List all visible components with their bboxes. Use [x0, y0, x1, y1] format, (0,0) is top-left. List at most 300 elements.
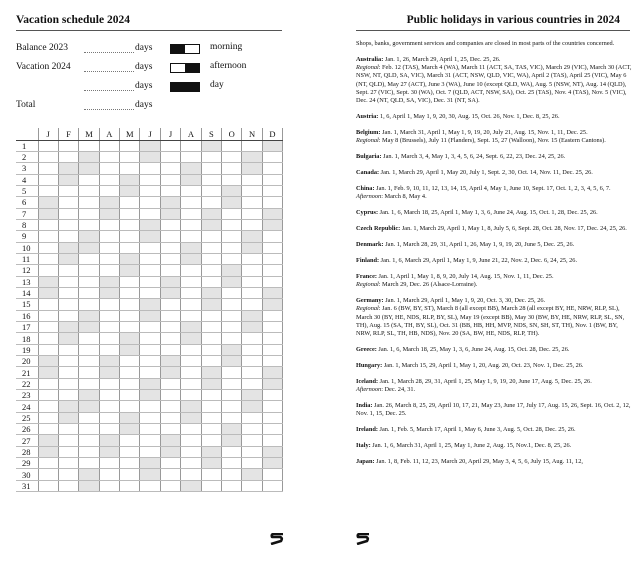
- calendar-cell[interactable]: [160, 446, 180, 457]
- calendar-cell[interactable]: [242, 446, 262, 457]
- calendar-cell[interactable]: [181, 219, 201, 230]
- calendar-cell[interactable]: [262, 265, 282, 276]
- calendar-cell[interactable]: [58, 151, 78, 162]
- calendar-cell[interactable]: [58, 469, 78, 480]
- calendar-cell[interactable]: [181, 310, 201, 321]
- calendar-cell[interactable]: [201, 219, 221, 230]
- calendar-cell[interactable]: [181, 446, 201, 457]
- calendar-cell[interactable]: [201, 253, 221, 264]
- calendar-cell[interactable]: [242, 197, 262, 208]
- calendar-cell[interactable]: [79, 356, 99, 367]
- calendar-cell[interactable]: [160, 333, 180, 344]
- calendar-cell[interactable]: [201, 344, 221, 355]
- calendar-cell[interactable]: [181, 390, 201, 401]
- calendar-cell[interactable]: [201, 322, 221, 333]
- calendar-cell[interactable]: [222, 435, 242, 446]
- calendar-cell[interactable]: [79, 390, 99, 401]
- calendar-cell[interactable]: [222, 310, 242, 321]
- calendar-cell[interactable]: [99, 197, 119, 208]
- calendar-cell[interactable]: [79, 458, 99, 469]
- calendar-cell[interactable]: [262, 458, 282, 469]
- calendar-cell[interactable]: [99, 480, 119, 491]
- calendar-cell[interactable]: [222, 276, 242, 287]
- calendar-cell[interactable]: [58, 378, 78, 389]
- calendar-cell[interactable]: [201, 333, 221, 344]
- calendar-cell[interactable]: [120, 253, 140, 264]
- calendar-cell[interactable]: [262, 378, 282, 389]
- calendar-cell[interactable]: [201, 435, 221, 446]
- calendar-cell[interactable]: [222, 412, 242, 423]
- calendar-cell[interactable]: [140, 208, 160, 219]
- calendar-cell[interactable]: [262, 446, 282, 457]
- calendar-cell[interactable]: [222, 265, 242, 276]
- calendar-cell[interactable]: [242, 174, 262, 185]
- calendar-cell[interactable]: [79, 242, 99, 253]
- calendar-cell[interactable]: [242, 390, 262, 401]
- calendar-cell[interactable]: [222, 174, 242, 185]
- calendar-cell[interactable]: [262, 208, 282, 219]
- calendar-cell[interactable]: [222, 390, 242, 401]
- calendar-cell[interactable]: [201, 287, 221, 298]
- calendar-cell[interactable]: [262, 140, 282, 151]
- calendar-cell[interactable]: [58, 310, 78, 321]
- calendar-cell[interactable]: [181, 253, 201, 264]
- calendar-cell[interactable]: [262, 469, 282, 480]
- calendar-cell[interactable]: [58, 458, 78, 469]
- calendar-cell[interactable]: [120, 446, 140, 457]
- calendar-cell[interactable]: [222, 469, 242, 480]
- calendar-cell[interactable]: [160, 412, 180, 423]
- calendar-cell[interactable]: [181, 333, 201, 344]
- calendar-cell[interactable]: [99, 356, 119, 367]
- calendar-cell[interactable]: [140, 231, 160, 242]
- calendar-cell[interactable]: [38, 378, 58, 389]
- calendar-cell[interactable]: [120, 333, 140, 344]
- calendar-cell[interactable]: [58, 299, 78, 310]
- calendar-cell[interactable]: [242, 412, 262, 423]
- calendar-cell[interactable]: [181, 231, 201, 242]
- calendar-cell[interactable]: [38, 151, 58, 162]
- calendar-cell[interactable]: [79, 197, 99, 208]
- calendar-cell[interactable]: [242, 253, 262, 264]
- calendar-cell[interactable]: [242, 151, 262, 162]
- calendar-cell[interactable]: [201, 265, 221, 276]
- calendar-cell[interactable]: [181, 185, 201, 196]
- calendar-cell[interactable]: [38, 208, 58, 219]
- calendar-cell[interactable]: [99, 265, 119, 276]
- calendar-cell[interactable]: [201, 299, 221, 310]
- calendar-cell[interactable]: [58, 185, 78, 196]
- calendar-cell[interactable]: [242, 231, 262, 242]
- calendar-cell[interactable]: [38, 163, 58, 174]
- calendar-cell[interactable]: [160, 219, 180, 230]
- calendar-cell[interactable]: [222, 151, 242, 162]
- calendar-cell[interactable]: [79, 253, 99, 264]
- calendar-cell[interactable]: [140, 310, 160, 321]
- calendar-cell[interactable]: [201, 356, 221, 367]
- calendar-cell[interactable]: [262, 163, 282, 174]
- calendar-cell[interactable]: [38, 140, 58, 151]
- calendar-cell[interactable]: [201, 310, 221, 321]
- calendar-cell[interactable]: [58, 367, 78, 378]
- calendar-cell[interactable]: [99, 208, 119, 219]
- calendar-cell[interactable]: [201, 446, 221, 457]
- calendar-cell[interactable]: [160, 151, 180, 162]
- calendar-cell[interactable]: [222, 367, 242, 378]
- calendar-cell[interactable]: [262, 276, 282, 287]
- calendar-cell[interactable]: [58, 435, 78, 446]
- calendar-cell[interactable]: [160, 480, 180, 491]
- calendar-cell[interactable]: [140, 185, 160, 196]
- calendar-cell[interactable]: [120, 151, 140, 162]
- calendar-cell[interactable]: [58, 424, 78, 435]
- calendar-cell[interactable]: [262, 174, 282, 185]
- calendar-cell[interactable]: [201, 208, 221, 219]
- calendar-cell[interactable]: [79, 287, 99, 298]
- calendar-cell[interactable]: [181, 356, 201, 367]
- calendar-cell[interactable]: [222, 242, 242, 253]
- calendar-cell[interactable]: [181, 480, 201, 491]
- calendar-cell[interactable]: [242, 219, 262, 230]
- calendar-cell[interactable]: [222, 197, 242, 208]
- calendar-cell[interactable]: [262, 435, 282, 446]
- calendar-cell[interactable]: [201, 276, 221, 287]
- calendar-cell[interactable]: [79, 174, 99, 185]
- calendar-cell[interactable]: [79, 219, 99, 230]
- calendar-cell[interactable]: [140, 265, 160, 276]
- calendar-cell[interactable]: [242, 378, 262, 389]
- calendar-cell[interactable]: [58, 344, 78, 355]
- calendar-cell[interactable]: [79, 446, 99, 457]
- calendar-cell[interactable]: [79, 265, 99, 276]
- calendar-cell[interactable]: [262, 412, 282, 423]
- calendar-cell[interactable]: [38, 469, 58, 480]
- calendar-cell[interactable]: [79, 276, 99, 287]
- calendar-cell[interactable]: [120, 356, 140, 367]
- calendar-cell[interactable]: [160, 435, 180, 446]
- calendar-cell[interactable]: [181, 151, 201, 162]
- calendar-cell[interactable]: [201, 185, 221, 196]
- calendar-cell[interactable]: [58, 390, 78, 401]
- calendar-cell[interactable]: [38, 424, 58, 435]
- calendar-cell[interactable]: [242, 458, 262, 469]
- calendar-cell[interactable]: [38, 231, 58, 242]
- calendar-cell[interactable]: [201, 458, 221, 469]
- calendar-cell[interactable]: [160, 367, 180, 378]
- calendar-cell[interactable]: [79, 480, 99, 491]
- calendar-cell[interactable]: [242, 424, 262, 435]
- calendar-cell[interactable]: [38, 310, 58, 321]
- calendar-cell[interactable]: [262, 253, 282, 264]
- calendar-cell[interactable]: [201, 401, 221, 412]
- calendar-cell[interactable]: [99, 424, 119, 435]
- calendar-cell[interactable]: [181, 299, 201, 310]
- calendar-cell[interactable]: [99, 333, 119, 344]
- calendar-cell[interactable]: [140, 163, 160, 174]
- calendar-cell[interactable]: [140, 356, 160, 367]
- calendar-cell[interactable]: [120, 197, 140, 208]
- calendar-cell[interactable]: [38, 446, 58, 457]
- calendar-cell[interactable]: [99, 310, 119, 321]
- calendar-cell[interactable]: [262, 390, 282, 401]
- calendar-cell[interactable]: [160, 231, 180, 242]
- calendar-cell[interactable]: [38, 299, 58, 310]
- calendar-cell[interactable]: [79, 401, 99, 412]
- calendar-cell[interactable]: [242, 435, 262, 446]
- calendar-cell[interactable]: [38, 412, 58, 423]
- calendar-cell[interactable]: [262, 480, 282, 491]
- calendar-cell[interactable]: [181, 424, 201, 435]
- calendar-cell[interactable]: [242, 344, 262, 355]
- calendar-cell[interactable]: [79, 310, 99, 321]
- calendar-cell[interactable]: [181, 458, 201, 469]
- calendar-cell[interactable]: [140, 322, 160, 333]
- calendar-cell[interactable]: [99, 253, 119, 264]
- calendar-cell[interactable]: [99, 367, 119, 378]
- calendar-cell[interactable]: [262, 287, 282, 298]
- calendar-cell[interactable]: [242, 356, 262, 367]
- calendar-cell[interactable]: [181, 367, 201, 378]
- calendar-cell[interactable]: [140, 424, 160, 435]
- calendar-cell[interactable]: [58, 163, 78, 174]
- calendar-cell[interactable]: [160, 174, 180, 185]
- calendar-cell[interactable]: [120, 424, 140, 435]
- calendar-cell[interactable]: [140, 446, 160, 457]
- calendar-cell[interactable]: [160, 163, 180, 174]
- calendar-cell[interactable]: [140, 367, 160, 378]
- calendar-cell[interactable]: [99, 378, 119, 389]
- calendar-cell[interactable]: [160, 242, 180, 253]
- calendar-cell[interactable]: [38, 253, 58, 264]
- calendar-cell[interactable]: [38, 276, 58, 287]
- calendar-cell[interactable]: [242, 480, 262, 491]
- calendar-cell[interactable]: [120, 344, 140, 355]
- calendar-cell[interactable]: [201, 424, 221, 435]
- calendar-cell[interactable]: [140, 390, 160, 401]
- calendar-cell[interactable]: [120, 265, 140, 276]
- calendar-cell[interactable]: [242, 140, 262, 151]
- calendar-cell[interactable]: [99, 322, 119, 333]
- calendar-cell[interactable]: [160, 469, 180, 480]
- calendar-cell[interactable]: [99, 458, 119, 469]
- calendar-cell[interactable]: [79, 208, 99, 219]
- calendar-cell[interactable]: [160, 265, 180, 276]
- calendar-cell[interactable]: [120, 412, 140, 423]
- calendar-cell[interactable]: [120, 390, 140, 401]
- calendar-cell[interactable]: [222, 287, 242, 298]
- calendar-cell[interactable]: [38, 174, 58, 185]
- calendar-cell[interactable]: [38, 480, 58, 491]
- calendar-cell[interactable]: [181, 197, 201, 208]
- calendar-cell[interactable]: [120, 299, 140, 310]
- calendar-cell[interactable]: [222, 424, 242, 435]
- calendar-cell[interactable]: [140, 378, 160, 389]
- calendar-cell[interactable]: [140, 242, 160, 253]
- calendar-cell[interactable]: [222, 185, 242, 196]
- calendar-cell[interactable]: [99, 344, 119, 355]
- calendar-cell[interactable]: [58, 276, 78, 287]
- calendar-cell[interactable]: [58, 231, 78, 242]
- calendar-cell[interactable]: [262, 310, 282, 321]
- calendar-cell[interactable]: [262, 185, 282, 196]
- calendar-cell[interactable]: [140, 412, 160, 423]
- calendar-cell[interactable]: [262, 219, 282, 230]
- calendar-cell[interactable]: [160, 299, 180, 310]
- calendar-cell[interactable]: [58, 219, 78, 230]
- calendar-cell[interactable]: [242, 185, 262, 196]
- calendar-cell[interactable]: [99, 140, 119, 151]
- calendar-cell[interactable]: [58, 265, 78, 276]
- calendar-cell[interactable]: [38, 458, 58, 469]
- calendar-cell[interactable]: [99, 446, 119, 457]
- calendar-cell[interactable]: [120, 367, 140, 378]
- calendar-cell[interactable]: [201, 469, 221, 480]
- calendar-cell[interactable]: [160, 401, 180, 412]
- entry-line[interactable]: [84, 90, 134, 91]
- calendar-cell[interactable]: [79, 344, 99, 355]
- calendar-cell[interactable]: [140, 299, 160, 310]
- calendar-cell[interactable]: [58, 287, 78, 298]
- calendar-cell[interactable]: [38, 287, 58, 298]
- calendar-cell[interactable]: [262, 322, 282, 333]
- calendar-cell[interactable]: [120, 219, 140, 230]
- calendar-cell[interactable]: [79, 151, 99, 162]
- calendar-cell[interactable]: [222, 378, 242, 389]
- calendar-cell[interactable]: [79, 469, 99, 480]
- calendar-cell[interactable]: [222, 140, 242, 151]
- calendar-cell[interactable]: [222, 231, 242, 242]
- calendar-cell[interactable]: [160, 378, 180, 389]
- calendar-cell[interactable]: [79, 333, 99, 344]
- calendar-cell[interactable]: [201, 378, 221, 389]
- calendar-cell[interactable]: [222, 163, 242, 174]
- calendar-cell[interactable]: [201, 151, 221, 162]
- calendar-cell[interactable]: [201, 163, 221, 174]
- calendar-cell[interactable]: [58, 322, 78, 333]
- calendar-cell[interactable]: [242, 163, 262, 174]
- calendar-cell[interactable]: [38, 322, 58, 333]
- calendar-cell[interactable]: [181, 163, 201, 174]
- calendar-cell[interactable]: [160, 424, 180, 435]
- calendar-cell[interactable]: [201, 197, 221, 208]
- calendar-cell[interactable]: [222, 344, 242, 355]
- calendar-cell[interactable]: [262, 197, 282, 208]
- calendar-cell[interactable]: [181, 378, 201, 389]
- calendar-cell[interactable]: [58, 174, 78, 185]
- calendar-cell[interactable]: [99, 163, 119, 174]
- calendar-cell[interactable]: [262, 367, 282, 378]
- calendar-cell[interactable]: [262, 344, 282, 355]
- calendar-cell[interactable]: [160, 276, 180, 287]
- calendar-cell[interactable]: [38, 367, 58, 378]
- calendar-cell[interactable]: [222, 219, 242, 230]
- calendar-cell[interactable]: [140, 174, 160, 185]
- calendar-cell[interactable]: [201, 390, 221, 401]
- calendar-cell[interactable]: [79, 299, 99, 310]
- calendar-cell[interactable]: [262, 151, 282, 162]
- calendar-cell[interactable]: [120, 276, 140, 287]
- calendar-cell[interactable]: [120, 401, 140, 412]
- calendar-cell[interactable]: [120, 208, 140, 219]
- calendar-cell[interactable]: [79, 435, 99, 446]
- calendar-cell[interactable]: [181, 287, 201, 298]
- calendar-cell[interactable]: [242, 469, 262, 480]
- calendar-cell[interactable]: [38, 197, 58, 208]
- calendar-cell[interactable]: [222, 480, 242, 491]
- calendar-cell[interactable]: [79, 140, 99, 151]
- calendar-cell[interactable]: [99, 287, 119, 298]
- calendar-cell[interactable]: [120, 185, 140, 196]
- calendar-cell[interactable]: [120, 231, 140, 242]
- calendar-cell[interactable]: [222, 458, 242, 469]
- calendar-cell[interactable]: [140, 253, 160, 264]
- calendar-cell[interactable]: [58, 480, 78, 491]
- calendar-cell[interactable]: [201, 367, 221, 378]
- calendar-cell[interactable]: [38, 401, 58, 412]
- calendar-cell[interactable]: [120, 378, 140, 389]
- calendar-cell[interactable]: [58, 401, 78, 412]
- calendar-cell[interactable]: [99, 151, 119, 162]
- calendar-cell[interactable]: [222, 446, 242, 457]
- calendar-cell[interactable]: [79, 412, 99, 423]
- calendar-cell[interactable]: [99, 299, 119, 310]
- calendar-cell[interactable]: [79, 424, 99, 435]
- calendar-cell[interactable]: [120, 322, 140, 333]
- calendar-cell[interactable]: [181, 344, 201, 355]
- calendar-cell[interactable]: [242, 367, 262, 378]
- calendar-cell[interactable]: [160, 310, 180, 321]
- calendar-cell[interactable]: [99, 185, 119, 196]
- calendar-cell[interactable]: [120, 469, 140, 480]
- calendar-cell[interactable]: [160, 197, 180, 208]
- calendar-cell[interactable]: [201, 231, 221, 242]
- calendar-cell[interactable]: [79, 163, 99, 174]
- calendar-cell[interactable]: [140, 435, 160, 446]
- calendar-cell[interactable]: [38, 185, 58, 196]
- calendar-cell[interactable]: [181, 276, 201, 287]
- calendar-cell[interactable]: [181, 140, 201, 151]
- calendar-cell[interactable]: [160, 356, 180, 367]
- calendar-cell[interactable]: [79, 231, 99, 242]
- calendar-cell[interactable]: [140, 197, 160, 208]
- entry-line[interactable]: [84, 52, 134, 53]
- calendar-cell[interactable]: [99, 390, 119, 401]
- calendar-cell[interactable]: [201, 412, 221, 423]
- calendar-cell[interactable]: [38, 219, 58, 230]
- calendar-cell[interactable]: [262, 242, 282, 253]
- calendar-cell[interactable]: [140, 287, 160, 298]
- calendar-cell[interactable]: [120, 163, 140, 174]
- calendar-cell[interactable]: [99, 276, 119, 287]
- calendar-cell[interactable]: [222, 356, 242, 367]
- calendar-cell[interactable]: [140, 219, 160, 230]
- calendar-cell[interactable]: [140, 140, 160, 151]
- calendar-cell[interactable]: [201, 140, 221, 151]
- calendar-cell[interactable]: [181, 242, 201, 253]
- calendar-cell[interactable]: [140, 151, 160, 162]
- calendar-cell[interactable]: [222, 208, 242, 219]
- calendar-cell[interactable]: [160, 287, 180, 298]
- calendar-cell[interactable]: [99, 469, 119, 480]
- calendar-cell[interactable]: [160, 140, 180, 151]
- calendar-cell[interactable]: [201, 480, 221, 491]
- calendar-cell[interactable]: [140, 469, 160, 480]
- calendar-cell[interactable]: [140, 276, 160, 287]
- calendar-cell[interactable]: [120, 435, 140, 446]
- calendar-cell[interactable]: [58, 253, 78, 264]
- calendar-cell[interactable]: [160, 390, 180, 401]
- calendar-cell[interactable]: [262, 299, 282, 310]
